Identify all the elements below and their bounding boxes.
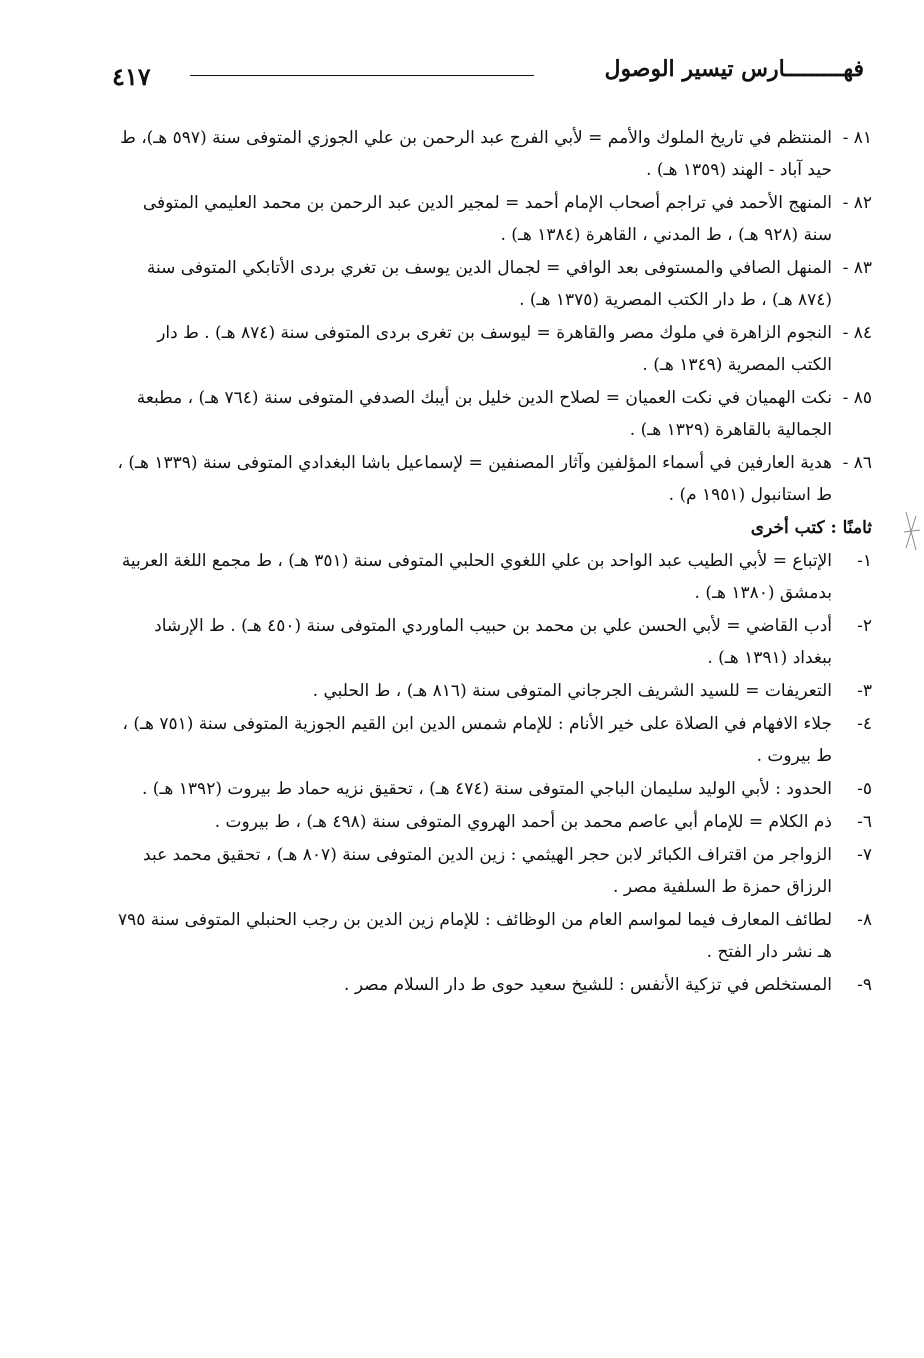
entry-text: هدية العارفين في أسماء المؤلفين وآثار المصنفين = لإسماعيل باشا البغدادي المتوفى سنة (١٣٣٩ هـ) ، ط استانبول (١٩٥١ م) .: [117, 453, 832, 505]
list-item: [112, 904, 872, 968]
page-number: ٤١٧: [112, 62, 151, 91]
entry-number: ٨-: [857, 910, 872, 930]
list-item: [112, 545, 872, 609]
entry-text: الزواجر من اقتراف الكبائر لابن حجر الهيثمي : زين الدين المتوفى سنة (٨٠٧ هـ) ، تحقيق محمد عبد الرزاق حمزة ط السلفية مصر .: [143, 845, 832, 897]
entry-text: التعريفات = للسيد الشريف الجرجاني المتوفى سنة (٨١٦ هـ) ، ط الحلبي .: [312, 681, 832, 701]
entry-text: الحدود : لأبي الوليد سليمان الباجي المتوفى سنة (٤٧٤ هـ) ، تحقيق نزيه حماد ط بيروت (١٣٩٢ هـ) .: [142, 779, 832, 799]
entry-number: ٢-: [857, 616, 872, 636]
entry-text: المنهل الصافي والمستوفى بعد الوافي = لجمال الدين يوسف بن تغري بردى الأتابكي المتوفى سنة (٨٧٤ هـ) ، ط دار الكتب المصرية (١٣٧٥ هـ) .: [146, 258, 832, 310]
list-item: [112, 806, 872, 838]
entry-number: ٨٤ -: [842, 323, 872, 343]
list-item: [112, 187, 872, 251]
entry-text: المنتظم في تاريخ الملوك والأمم = لأبي الفرج عبد الرحمن بن علي الجوزي المتوفى سنة (٥٩٧ هـ)، ط حيد آباد - الهند (١٣٥٩ هـ) .: [120, 128, 832, 180]
entry-text: لطائف المعارف فيما لمواسم العام من الوظائف : للإمام زين الدين بن رجب الحنبلي المتوفى سنة ٧٩٥ هـ نشر دار الفتح .: [117, 910, 832, 962]
entry-text: ذم الكلام = للإمام أبي عاصم محمد بن أحمد الهروي المتوفى سنة (٤٩٨ هـ) ، ط بيروت .: [214, 812, 832, 832]
entry-text: نكت الهميان في نكت العميان = لصلاح الدين خليل بن أيبك الصدفي المتوفى سنة (٧٦٤ هـ) ، مطبعة الجمالية بالقاهرة (١٣٢٩ هـ) .: [136, 388, 832, 440]
entry-number: ٨٣ -: [842, 258, 872, 278]
entry-text: المستخلص في تزكية الأنفس : للشيخ سعيد حوى ط دار السلام مصر .: [344, 975, 832, 995]
entry-number: ٤-: [857, 714, 872, 734]
list-item: [112, 675, 872, 707]
entry-text: جلاء الافهام في الصلاة على خير الأنام : للإمام شمس الدين ابن القيم الجوزية المتوفى سنة (٧٥١ هـ) ، ط بيروت .: [122, 714, 832, 766]
page-header: [112, 56, 864, 96]
entry-number: ١-: [857, 551, 872, 571]
list-item: [112, 773, 872, 805]
list-item: [112, 122, 872, 186]
entry-number: ٨١ -: [842, 128, 872, 148]
entry-text: المنهج الأحمد في تراجم أصحاب الإمام أحمد = لمجير الدين عبد الرحمن بن محمد العليمي المتوفى سنة (٩٢٨ هـ) ، ط المدني ، القاهرة (١٣٨٤ هـ) .: [142, 193, 832, 245]
running-title: فهـــــــــارس تيسير الوصول: [604, 56, 864, 82]
entry-number: ٩-: [857, 975, 872, 995]
entry-number: ٦-: [857, 812, 872, 832]
entry-number: ٧-: [857, 845, 872, 865]
list-item: [112, 447, 872, 511]
entry-number: ٣-: [857, 681, 872, 701]
list-item: [112, 708, 872, 772]
margin-mark-icon: [902, 510, 922, 554]
section-entries-81-86: [112, 122, 872, 511]
list-item: [112, 610, 872, 674]
list-item: [112, 382, 872, 446]
entry-number: ٥-: [857, 779, 872, 799]
entry-number: ٨٢ -: [842, 193, 872, 213]
list-item: [112, 969, 872, 1001]
list-item: [112, 839, 872, 903]
list-item: [112, 317, 872, 381]
entry-text: أدب القاضي = لأبي الحسن علي بن محمد بن حبيب الماوردي المتوفى سنة (٤٥٠ هـ) . ط الإرشاد ببغداد (١٣٩١ هـ) .: [154, 616, 832, 668]
page-body: [112, 122, 872, 1002]
section-other-books: [112, 545, 872, 1001]
entry-text: الإتباع = لأبي الطيب عبد الواحد بن علي اللغوي الحلبي المتوفى سنة (٣٥١ هـ) ، ط مجمع اللغة العربية بدمشق (١٣٨٠ هـ) .: [121, 551, 832, 603]
entry-text: النجوم الزاهرة في ملوك مصر والقاهرة = ليوسف بن تغرى بردى المتوفى سنة (٨٧٤ هـ) . ط دار الكتب المصرية (١٣٤٩ هـ) .: [157, 323, 832, 375]
list-item: [112, 252, 872, 316]
section-heading: ثامنًا : كتب أخرى: [750, 518, 872, 538]
entry-number: ٨٦ -: [842, 453, 872, 473]
entry-number: ٨٥ -: [842, 388, 872, 408]
header-rule: [190, 75, 534, 76]
